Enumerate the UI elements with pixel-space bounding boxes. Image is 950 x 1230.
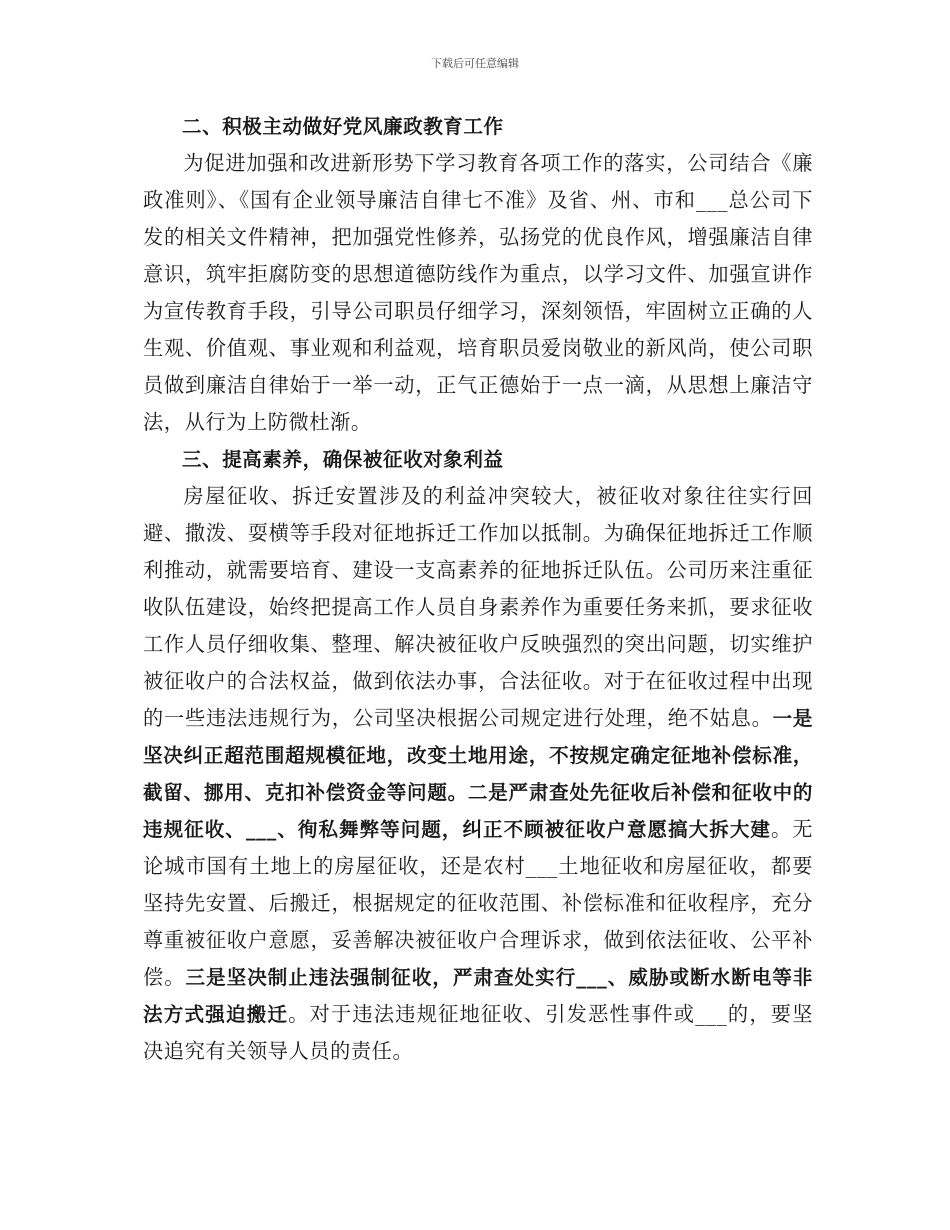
- section-3-bold-point-1-2: 一是坚决纠正超范围超规模征地，改变土地用途，不按规定确定征地补偿标准，截留、挪用、克扣补偿资金等问题。二是严肃查处先征收后补偿和征收中的违规征收、___、徇私舞弊等问题，纠正不顾被征收户意愿搞大拆大建: [143, 707, 813, 841]
- section-3-ending: 。对于违法违规征地征收、引发恶性事件或___的，要坚决追究有关领导人员的责任。: [143, 1002, 813, 1063]
- section-3-bold-point-3: 三是坚决制止违法强制征收，严肃查处实行___、威胁或断水断电等非法方式强迫搬迁: [143, 966, 814, 1026]
- section-3-heading: 三、提高素养，确保被征收对象利益: [182, 448, 504, 471]
- header-note: 下载后可任意编辑: [431, 57, 519, 70]
- section-2-paragraph: 为促进加强和改进新形势下学习教育各项工作的落实，公司结合《廉政准则》、《国有企业领导廉洁自律七不准》及省、州、市和___总公司下发的相关文件精神，把加强党性修养，弘扬党的优良作风，增强廉洁自律意识，筑牢拒腐防变的思想道德防线作为重点，以学习文件、加强宣讲作为宣传教育手段，引导公司职员仔细学习，深刻领悟，牢固树立正确的人生观、价值观、事业观和利益观，培育职员爱岗敬业的新风尚，使公司职员做到廉洁自律始于一举一动，正气正德始于一点一滴，从思想上廉洁守法，从行为上防微杜渐。: [143, 151, 813, 434]
- section-3-middle: 。无论城市国有土地上的房屋征收，还是农村___土地征收和房屋征收，都要坚持先安置、后搬迁，根据规定的征收范围、补偿标准和征收程序，充分尊重被征收户意愿，妥善解决被征收户合理诉求，做到依法征收、公平补偿。: [143, 817, 813, 989]
- document-body: [143, 108, 813, 1070]
- section-2-heading: 二、积极主动做好党风廉政教育工作: [182, 115, 504, 138]
- section-3-paragraph: [143, 478, 813, 1070]
- section-3-intro: 房屋征收、拆迁安置涉及的利益冲突较大，被征收对象往往实行回避、撒泼、耍横等手段对征地拆迁工作加以抵制。为确保征地拆迁工作顺利推动，就需要培育、建设一支高素养的征地拆迁队伍。公司历来注重征收队伍建设，始终把提高工作人员自身素养作为重要任务来抓，要求征收工作人员仔细收集、整理、解决被征收户反映强烈的突出问题，切实维护被征收户的合法权益，做到依法办事，合法征收。对于在征收过程中出现的一些违法违规行为，公司坚决根据公司规定进行处理，绝不姑息。: [143, 484, 813, 730]
